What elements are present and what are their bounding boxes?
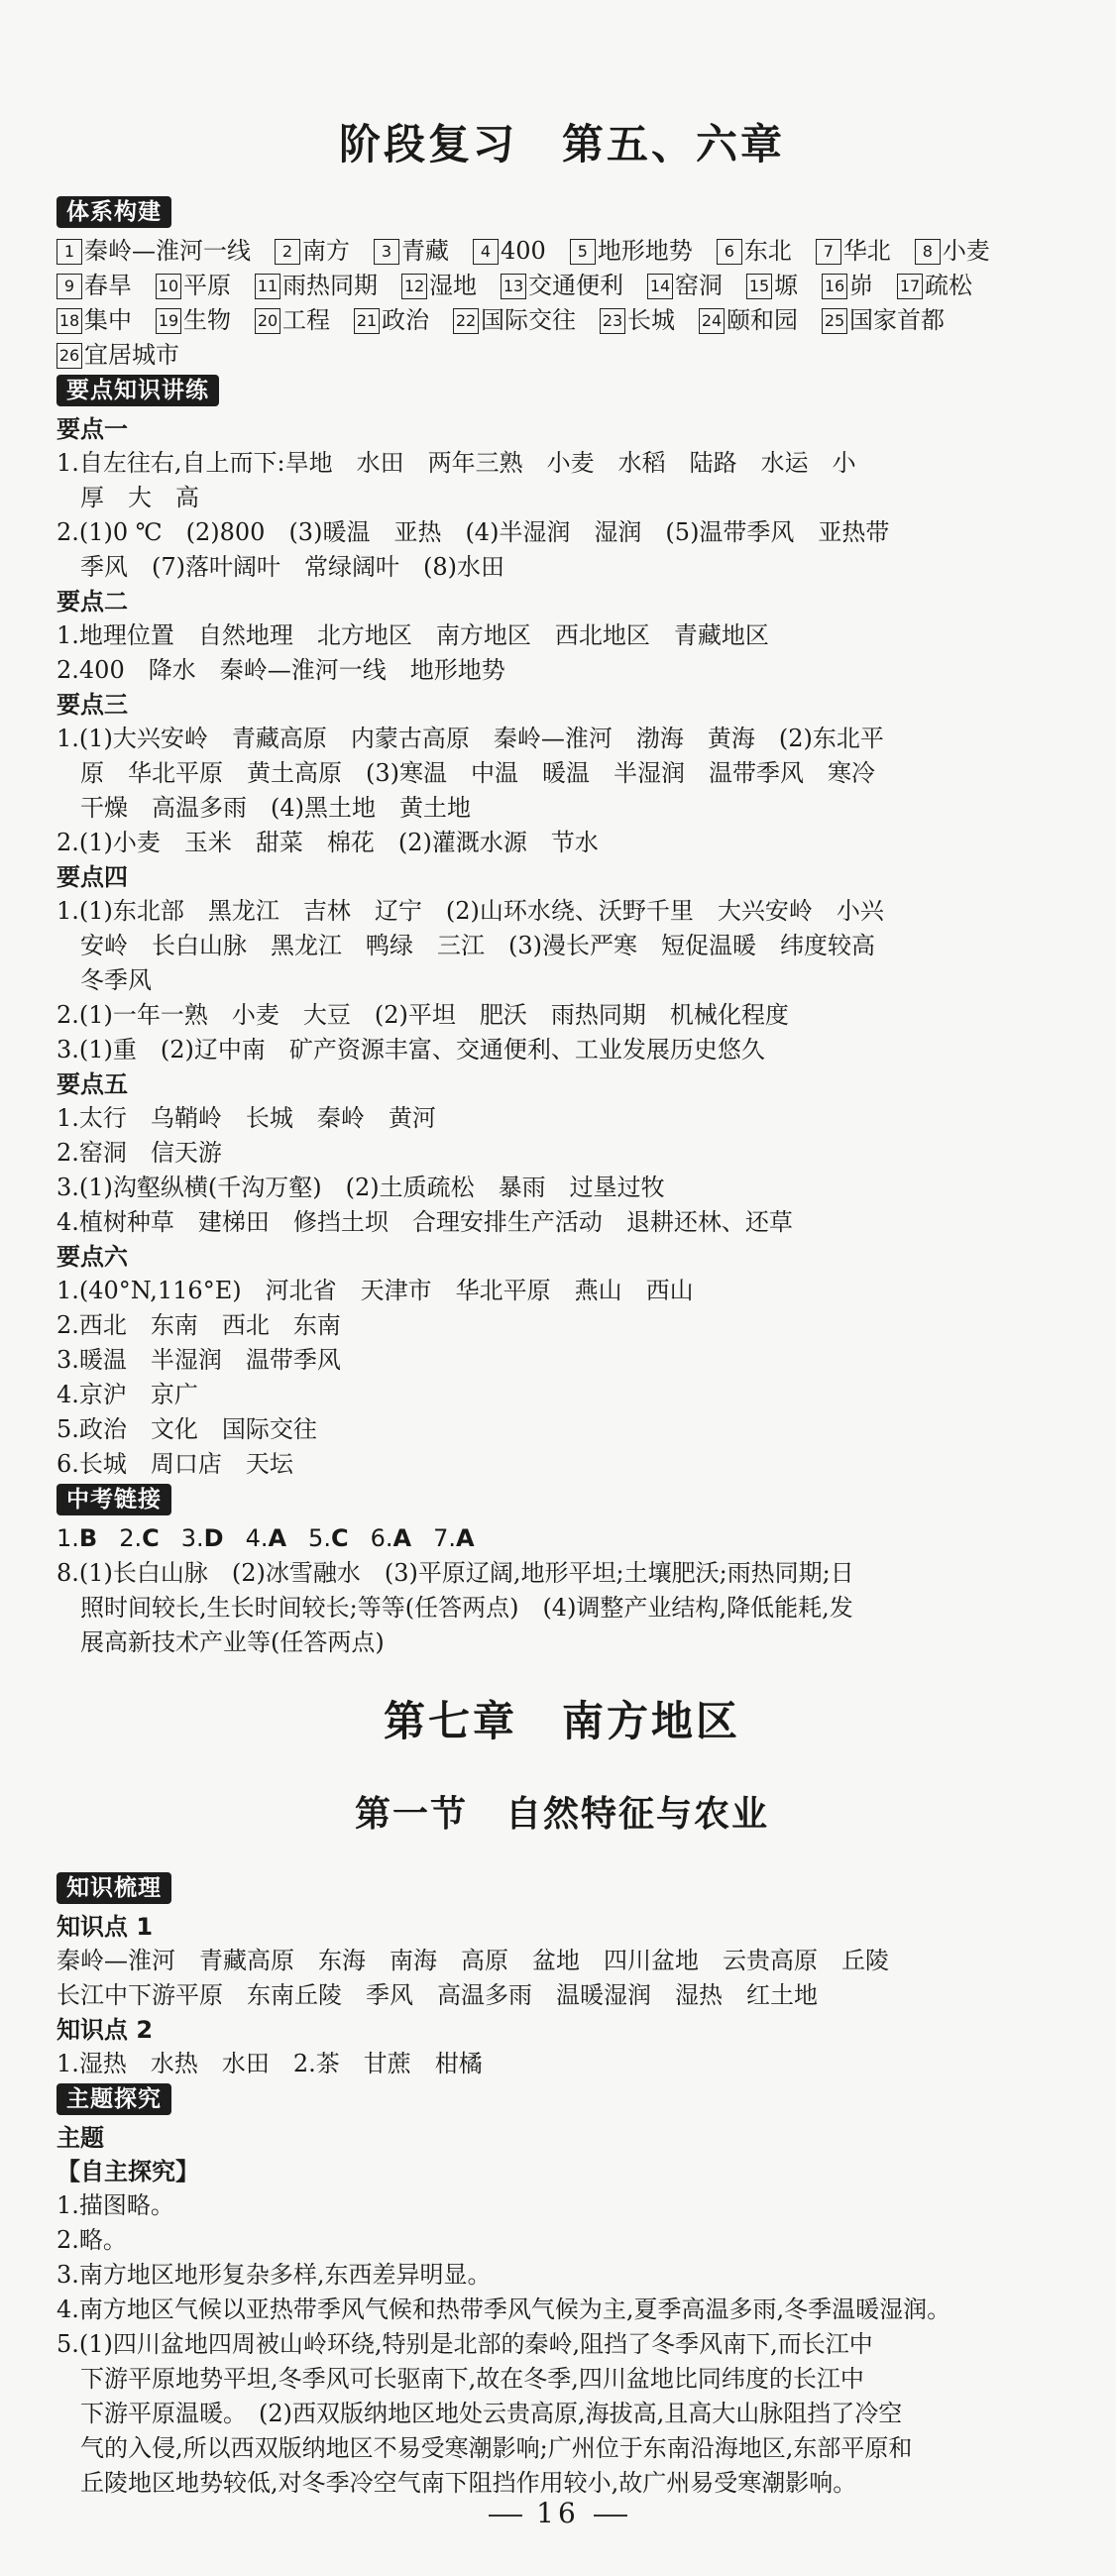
tixi-item-text: 交通便利: [528, 272, 623, 299]
tixi-item: [897, 269, 972, 303]
badge-yaodian: 要点知识讲练: [56, 375, 219, 406]
tixi-item-number: 24: [699, 308, 725, 334]
tixi-item-number: 18: [56, 308, 82, 334]
section-title: 第一节 自然特征与农业: [354, 1794, 769, 1835]
key-point-line: 4.植树种草 建梯田 修挡土坝 合理安排生产活动 退耕还林、还草: [56, 1208, 793, 1236]
theme-line: 下游平原温暖。 (2)西双版纳地区地处云贵高原,海拔高,且高大山脉阻挡了冷空: [56, 2400, 903, 2427]
choice-answer: [56, 1524, 97, 1552]
tixi-item: [56, 303, 132, 338]
key-point-line: 2.(1)0 ℃ (2)800 (3)暖温 亚热 (4)半湿润 湿润 (5)温带季风 亚热带: [56, 518, 890, 546]
tixi-item-number: 19: [156, 308, 181, 334]
tixi-item-text: 生物: [183, 306, 231, 334]
key-points: [56, 412, 1067, 1482]
page-footer: [0, 2497, 1116, 2529]
tixi-item-text: 国际交往: [481, 306, 576, 334]
tixi-item-number: 23: [600, 308, 625, 334]
key-point-title: 要点三: [56, 691, 128, 719]
choice-letter: A: [268, 1524, 287, 1552]
tixi-item-text: 工程: [282, 306, 330, 334]
choice-number: 5.: [308, 1524, 331, 1552]
key-point-line: 2.(1)小麦 玉米 甜菜 棉花 (2)灌溉水源 节水: [56, 829, 599, 856]
choice-answer: [181, 1524, 224, 1552]
tixi-item-number: 12: [401, 274, 427, 299]
key-point-line: 干燥 高温多雨 (4)黑土地 黄土地: [56, 794, 471, 822]
choice-number: 7.: [433, 1524, 456, 1552]
tixi-item: [453, 303, 576, 338]
key-point-line: 3.暖温 半湿润 温带季风: [56, 1346, 341, 1374]
choice-answer: [119, 1524, 160, 1552]
key-point-line: 1.地理位置 自然地理 北方地区 南方地区 西北地区 青藏地区: [56, 621, 769, 649]
badge-zhuti: 主题探究: [56, 2083, 171, 2115]
tixi-list: [56, 234, 1067, 373]
tixi-item-number: 5: [570, 239, 596, 265]
choice-number: 4.: [245, 1524, 269, 1552]
tixi-item-number: 21: [354, 308, 380, 334]
tixi-item: [501, 269, 623, 303]
tixi-item-text: 华北: [842, 237, 891, 265]
tixi-item-number: 26: [56, 343, 82, 369]
theme-line: 4.南方地区气候以亚热带季风气候和热带季风气候为主,夏季高温多雨,冬季温暖湿润。: [56, 2296, 951, 2323]
tixi-item: [816, 234, 891, 269]
knowledge-point-2: [56, 2047, 1067, 2081]
tixi-item-text: 国家首都: [849, 306, 945, 334]
tixi-item: [915, 234, 990, 269]
content: [56, 117, 1067, 2501]
tixi-item: [255, 303, 330, 338]
page-title: 阶段复习 第五、六章: [338, 120, 785, 168]
tixi-item-number: 10: [156, 274, 181, 299]
choice-letter: C: [142, 1524, 160, 1552]
tixi-item-number: 14: [647, 274, 673, 299]
tixi-item: [374, 234, 449, 269]
tixi-item-number: 2: [275, 239, 300, 265]
footer-dash-right: [594, 2515, 627, 2517]
theme-line: 5.(1)四川盆地四周被山岭环绕,特别是北部的秦岭,阻挡了冬季风南下,而长江中: [56, 2330, 873, 2358]
tixi-item-number: 7: [816, 239, 841, 265]
choice-answer: [371, 1524, 411, 1552]
tixi-item: [600, 303, 675, 338]
tixi-item-number: 25: [822, 308, 847, 334]
key-point-line: 2.窑洞 信天游: [56, 1139, 222, 1167]
tixi-item: [570, 234, 693, 269]
key-point-line: 5.政治 文化 国际交往: [56, 1415, 317, 1443]
choice-answer: [308, 1524, 349, 1552]
badge-zhishi: 知识梳理: [56, 1872, 171, 1904]
key-point-line: 1.(40°N,116°E) 河北省 天津市 华北平原 燕山 西山: [56, 1277, 694, 1304]
footer-dash-left: [489, 2515, 522, 2517]
knowledge-point-1: [56, 1944, 1067, 2013]
tixi-item-number: 20: [255, 308, 280, 334]
tixi-item-text: 400: [501, 237, 546, 265]
theme-line: 丘陵地区地势较低,对冬季冷空气南下阻挡作用较小,故广州易受寒潮影响。: [56, 2469, 857, 2497]
key-point-line: 原 华北平原 黄土高原 (3)寒温 中温 暖温 半湿润 温带季风 寒冷: [56, 759, 875, 787]
theme-answers: [56, 2188, 1067, 2501]
tixi-item: [156, 303, 231, 338]
choice-answer: [433, 1524, 474, 1552]
key-point-line: 6.长城 周口店 天坛: [56, 1450, 293, 1478]
tixi-item-number: 16: [822, 274, 847, 299]
key-point-line: 1.太行 乌鞘岭 长城 秦岭 黄河: [56, 1104, 436, 1132]
badge-tixi: 体系构建: [56, 196, 171, 228]
tixi-item: [717, 234, 792, 269]
tixi-item-text: 峁: [849, 272, 873, 299]
tixi-item-text: 塬: [774, 272, 798, 299]
tixi-item-text: 平原: [183, 272, 231, 299]
key-point-title: 要点五: [56, 1070, 128, 1098]
theme-title: 主题: [56, 2124, 104, 2152]
tixi-item-text: 宜居城市: [84, 341, 179, 369]
tixi-item: [822, 269, 873, 303]
choice-number: 1.: [56, 1524, 79, 1552]
tixi-item-text: 颐和园: [726, 306, 798, 334]
tixi-item: [275, 234, 350, 269]
tixi-item: [699, 303, 798, 338]
tixi-item-text: 疏松: [925, 272, 972, 299]
choice-number: 3.: [180, 1524, 204, 1552]
key-point-title: 要点二: [56, 588, 128, 616]
key-point-title: 要点六: [56, 1243, 128, 1271]
tixi-item-text: 秦岭—淮河一线: [84, 237, 251, 265]
chapter-title: 第七章 南方地区: [383, 1697, 740, 1745]
knowledge-line: 长江中下游平原 东南丘陵 季风 高温多雨 温暖湿润 湿热 红土地: [56, 1981, 818, 2009]
key-point-title: 要点一: [56, 415, 128, 443]
tixi-item-number: 17: [897, 274, 923, 299]
key-point-line: 2.西北 东南 西北 东南: [56, 1311, 341, 1339]
tixi-item-number: 4: [473, 239, 499, 265]
knowledge-line: 秦岭—淮河 青藏高原 东海 南海 高原 盆地 四川盆地 云贵高原 丘陵: [56, 1947, 889, 1974]
self-study-label: 【自主探究】: [56, 2158, 199, 2185]
choice-letter: B: [78, 1524, 98, 1552]
tixi-item: [156, 269, 231, 303]
key-point-line: 3.(1)重 (2)辽中南 矿产资源丰富、交通便利、工业发展历史悠久: [56, 1036, 765, 1064]
tixi-item-number: 22: [453, 308, 479, 334]
tixi-item: [647, 269, 723, 303]
tixi-item-text: 政治: [382, 306, 429, 334]
choice-number: 6.: [370, 1524, 393, 1552]
tixi-item-number: 9: [56, 274, 82, 299]
badge-zhongkao: 中考链接: [56, 1484, 171, 1515]
choice-letter: D: [203, 1524, 224, 1552]
tixi-item: [56, 269, 132, 303]
tixi-item-text: 春旱: [84, 272, 132, 299]
key-point-line: 1.自左往右,自上而下:旱地 水田 两年三熟 小麦 水稻 陆路 水运 小: [56, 449, 856, 477]
tixi-item-number: 6: [717, 239, 742, 265]
key-point-line: 厚 大 高: [56, 484, 199, 511]
page-number: 16: [536, 2497, 580, 2529]
tixi-item-text: 长城: [627, 306, 675, 334]
tixi-item-text: 雨热同期: [282, 272, 378, 299]
theme-line: 1.描图略。: [56, 2191, 174, 2219]
key-point-line: 1.(1)大兴安岭 青藏高原 内蒙古高原 秦岭—淮河 渤海 黄海 (2)东北平: [56, 725, 884, 752]
tixi-item-text: 南方: [302, 237, 350, 265]
tixi-item: [746, 269, 798, 303]
q8-line: 照时间较长,生长时间较长;等等(任答两点) (4)调整产业结构,降低能耗,发: [56, 1594, 853, 1622]
theme-line: 3.南方地区地形复杂多样,东西差异明显。: [56, 2261, 492, 2289]
tixi-item-number: 13: [501, 274, 526, 299]
tixi-item: [56, 338, 179, 373]
tixi-item-number: 3: [374, 239, 399, 265]
tixi-item-text: 湿地: [429, 272, 477, 299]
tixi-item-number: 1: [56, 239, 82, 265]
knowledge-line: 1.湿热 水热 水田 2.茶 甘蔗 柑橘: [56, 2050, 483, 2077]
tixi-item: [822, 303, 945, 338]
choice-answer: [246, 1524, 286, 1552]
key-point-line: 安岭 长白山脉 黑龙江 鸭绿 三江 (3)漫长严寒 短促温暖 纬度较高: [56, 932, 875, 959]
choice-letter: A: [392, 1524, 412, 1552]
tixi-item-text: 青藏: [401, 237, 449, 265]
tixi-item-text: 小麦: [942, 237, 990, 265]
key-point-line: 1.(1)东北部 黑龙江 吉林 辽宁 (2)山环水绕、沃野千里 大兴安岭 小兴: [56, 897, 884, 925]
choice-letter: C: [330, 1524, 349, 1552]
tixi-item: [56, 234, 251, 269]
tixi-item: [354, 303, 429, 338]
multiple-choice-answers: [56, 1521, 1067, 1556]
tixi-item-text: 地形地势: [597, 237, 693, 265]
theme-line: 2.略。: [56, 2226, 127, 2254]
tixi-item-text: 窑洞: [675, 272, 723, 299]
tixi-item-number: 8: [915, 239, 941, 265]
key-point-line: 季风 (7)落叶阔叶 常绿阔叶 (8)水田: [56, 553, 504, 581]
tixi-item: [255, 269, 378, 303]
key-point-line: 2.400 降水 秦岭—淮河一线 地形地势: [56, 656, 505, 684]
key-point-title: 要点四: [56, 863, 128, 891]
q8-line: 展高新技术产业等(任答两点): [56, 1628, 385, 1656]
tixi-item-text: 集中: [84, 306, 132, 334]
theme-line: 气的入侵,所以西双版纳地区不易受寒潮影响;广州位于东南沿海地区,东部平原和: [56, 2434, 913, 2462]
tixi-item: [401, 269, 477, 303]
key-point-line: 2.(1)一年一熟 小麦 大豆 (2)平坦 肥沃 雨热同期 机械化程度: [56, 1001, 789, 1029]
tixi-item: [473, 234, 546, 269]
question-8: [56, 1556, 1067, 1660]
knowledge-point-1-title: 知识点 1: [56, 1913, 154, 1941]
key-point-line: 4.京沪 京广: [56, 1381, 198, 1408]
tixi-item-number: 15: [746, 274, 772, 299]
choice-letter: A: [455, 1524, 475, 1552]
knowledge-point-2-title: 知识点 2: [56, 2016, 154, 2044]
key-point-line: 冬季风: [56, 966, 152, 994]
theme-line: 下游平原地势平坦,冬季风可长驱南下,故在冬季,四川盆地比同纬度的长江中: [56, 2365, 864, 2393]
tixi-item-number: 11: [255, 274, 280, 299]
choice-number: 2.: [119, 1524, 143, 1552]
key-point-line: 3.(1)沟壑纵横(千沟万壑) (2)土质疏松 暴雨 过垦过牧: [56, 1174, 665, 1201]
q8-line: 8.(1)长白山脉 (2)冰雪融水 (3)平原辽阔,地形平坦;土壤肥沃;雨热同期;日: [56, 1559, 854, 1587]
tixi-item-text: 东北: [743, 237, 792, 265]
